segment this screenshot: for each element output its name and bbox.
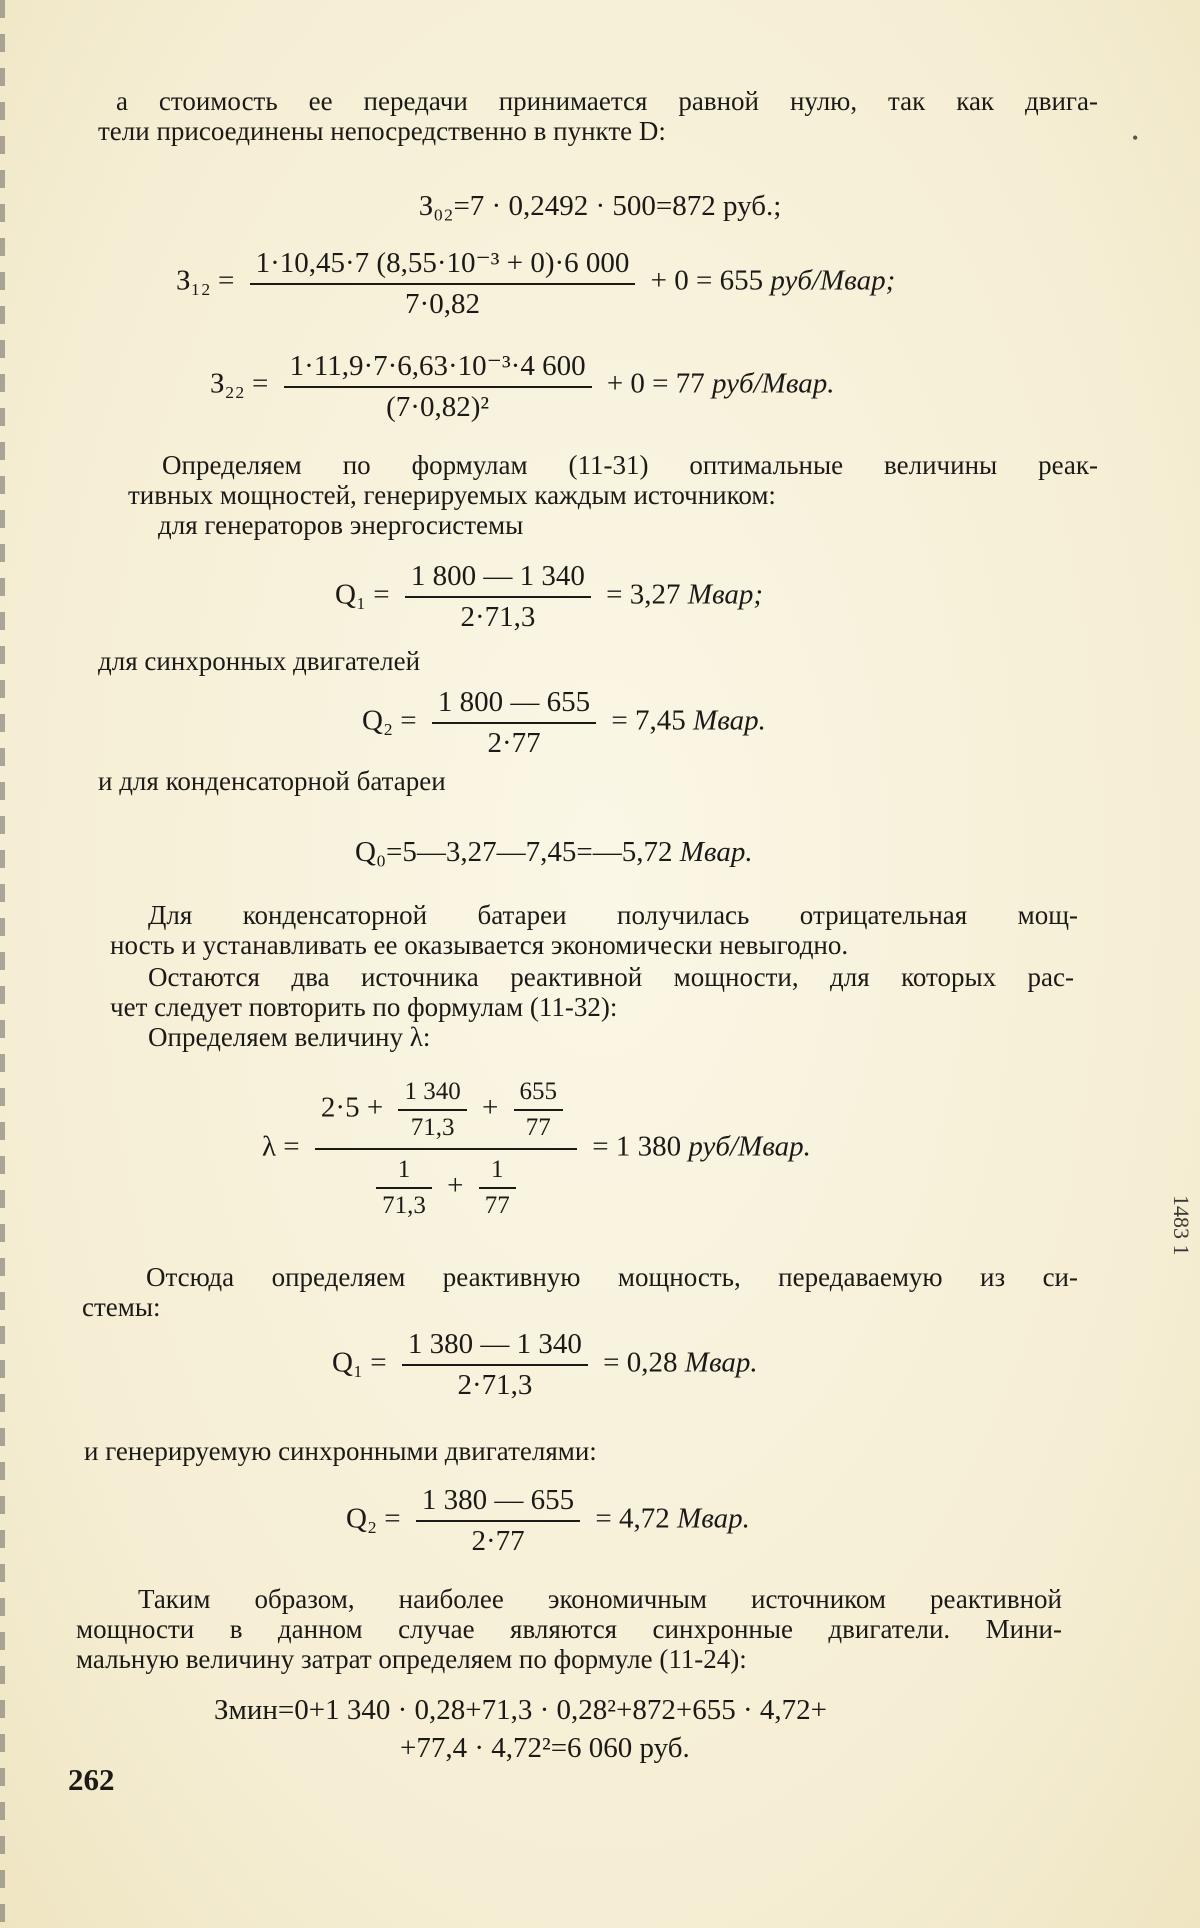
unit: Мвар. — [684, 1346, 758, 1379]
term: 2·5 + — [320, 1091, 384, 1124]
paragraph-line: для синхронных двигателей — [98, 646, 421, 676]
formula-lhs: Q₁ = — [332, 1346, 387, 1379]
formula-lambda — [262, 1078, 811, 1220]
unit: Мвар. — [677, 1502, 750, 1535]
paragraph-line: Таким образом, наиболее экономичным источником реактивной — [138, 1584, 1062, 1614]
denominator: 2·71,3 — [460, 601, 536, 633]
paragraph-line: стемы: — [82, 1292, 161, 1322]
fraction — [479, 1156, 516, 1220]
formula-q1 — [335, 560, 763, 634]
paragraph-line: Остаются два источника реактивной мощности, для которых рас- — [148, 962, 1074, 992]
page-edge-shadow — [0, 0, 5, 1928]
formula-q0 — [355, 836, 753, 869]
formula-rhs: = 1 380 — [592, 1130, 682, 1163]
numerator — [315, 1078, 577, 1150]
numerator: 655 — [514, 1078, 564, 1111]
denominator: 2·77 — [471, 1525, 525, 1557]
formula-rhs: = 4,72 — [595, 1502, 670, 1535]
numerator: 1 — [479, 1156, 516, 1189]
numerator: 1·10,45·7 (8,55·10⁻³ + 0)·6 000 — [250, 245, 636, 285]
formula-z22 — [210, 348, 834, 424]
formula-lhs: Q₂ = — [346, 1502, 401, 1535]
numerator: 1 800 — 655 — [432, 686, 596, 724]
paragraph-line: и для конденсаторной батареи — [98, 766, 446, 796]
formula-q2 — [362, 686, 766, 760]
formula-rhs: = 3,27 — [606, 578, 681, 611]
formula-zmin-line2: +77,4 · 4,72²=6 060 руб. — [400, 1732, 690, 1764]
unit: Мвар; — [687, 578, 763, 611]
fraction — [405, 560, 591, 634]
speck-mark: • — [1132, 128, 1139, 148]
formula-q2-revised — [346, 1484, 750, 1558]
formula-q1-revised — [332, 1328, 758, 1402]
paragraph-line: тивных мощностей, генерируемых каждым источником: — [128, 480, 776, 510]
formula-lhs: Q₂ = — [362, 704, 417, 737]
unit: руб/Мвар; — [770, 264, 896, 297]
denominator: 77 — [525, 1114, 551, 1141]
fraction — [376, 1156, 432, 1220]
paragraph-line: мощности в данном случае являются синхронные двигатели. Мини- — [76, 1614, 1062, 1644]
paragraph-line: Для конденсаторной батареи получилась отрицательная мощ- — [148, 900, 1078, 930]
fraction — [514, 1078, 564, 1142]
formula-lhs: Q₁ = — [335, 578, 390, 611]
paragraph-line: Отсюда определяем реактивную мощность, передаваемую из си- — [146, 1262, 1078, 1292]
paragraph-line: ность и устанавливать ее оказывается экономически невыгодно. — [110, 930, 849, 960]
numerator: 1 800 — 1 340 — [405, 560, 591, 598]
denominator: 2·71,3 — [457, 1369, 533, 1401]
plus-sign: + — [481, 1091, 499, 1124]
fraction — [315, 1078, 577, 1220]
formula-lhs: З₁₂ = — [176, 264, 235, 297]
paragraph-line: а стоимость ее передачи принимается равной нулю, так как двига- — [116, 86, 1098, 116]
paragraph-line: Определяем по формулам (11-31) оптимальные величины реак- — [162, 450, 1098, 480]
denominator: (7·0,82)² — [386, 391, 490, 423]
formula-z02: З₀₂=7 · 0,2492 · 500=872 руб.; — [418, 190, 782, 222]
formula-z12 — [176, 245, 895, 321]
formula-zmin-line1: Змин=0+1 340 · 0,28+71,3 · 0,28²+872+655 · 4,72+ — [214, 1694, 827, 1726]
formula-body: Q₀=5—3,27—7,45=—5,72 — [355, 836, 673, 868]
formula-rhs: = 7,45 — [611, 704, 686, 737]
formula-rhs: + 0 = 655 — [650, 264, 764, 297]
denominator: 7·0,82 — [405, 288, 480, 320]
numerator: 1 380 — 1 340 — [402, 1328, 588, 1366]
formula-rhs: = 0,28 — [603, 1346, 678, 1379]
denominator — [315, 1150, 577, 1220]
paragraph-line: мальную величину затрат определяем по формуле (11-24): — [76, 1644, 747, 1674]
numerator: 1 — [376, 1156, 432, 1189]
plus-sign: + — [447, 1169, 464, 1202]
formula-lhs: λ = — [262, 1130, 300, 1163]
unit: Мвар. — [679, 836, 753, 868]
fraction — [402, 1328, 588, 1402]
denominator: 71,3 — [410, 1114, 455, 1141]
fraction — [416, 1484, 580, 1558]
fraction — [250, 245, 636, 321]
page-number: 262 — [68, 1762, 115, 1797]
unit: руб/Мвар. — [712, 367, 835, 400]
fraction — [432, 686, 596, 760]
denominator: 77 — [484, 1192, 510, 1219]
numerator: 1 380 — 655 — [416, 1484, 580, 1522]
fraction — [398, 1078, 466, 1142]
paragraph-line: и генерируемую синхронными двигателями: — [84, 1436, 597, 1466]
formula-rhs: + 0 = 77 — [606, 367, 705, 400]
unit: руб/Мвар. — [688, 1130, 811, 1163]
numerator: 1 340 — [398, 1078, 466, 1111]
paragraph-line: тели присоединены непосредственно в пункте D: — [98, 116, 666, 146]
denominator: 71,3 — [382, 1192, 426, 1219]
paragraph-line: Определяем величину λ: — [148, 1022, 431, 1052]
paragraph-line: чет следует повторить по формулам (11-32): — [110, 992, 618, 1022]
fraction — [284, 348, 592, 424]
unit: Мвар. — [693, 704, 766, 737]
side-margin-text: 1483 1 — [1169, 1195, 1194, 1256]
paragraph-line: для генераторов энергосистемы — [158, 510, 524, 540]
numerator: 1·11,9·7·6,63·10⁻³·4 600 — [284, 348, 592, 388]
denominator: 2·77 — [487, 727, 541, 759]
formula-lhs: З₂₂ = — [210, 367, 269, 400]
